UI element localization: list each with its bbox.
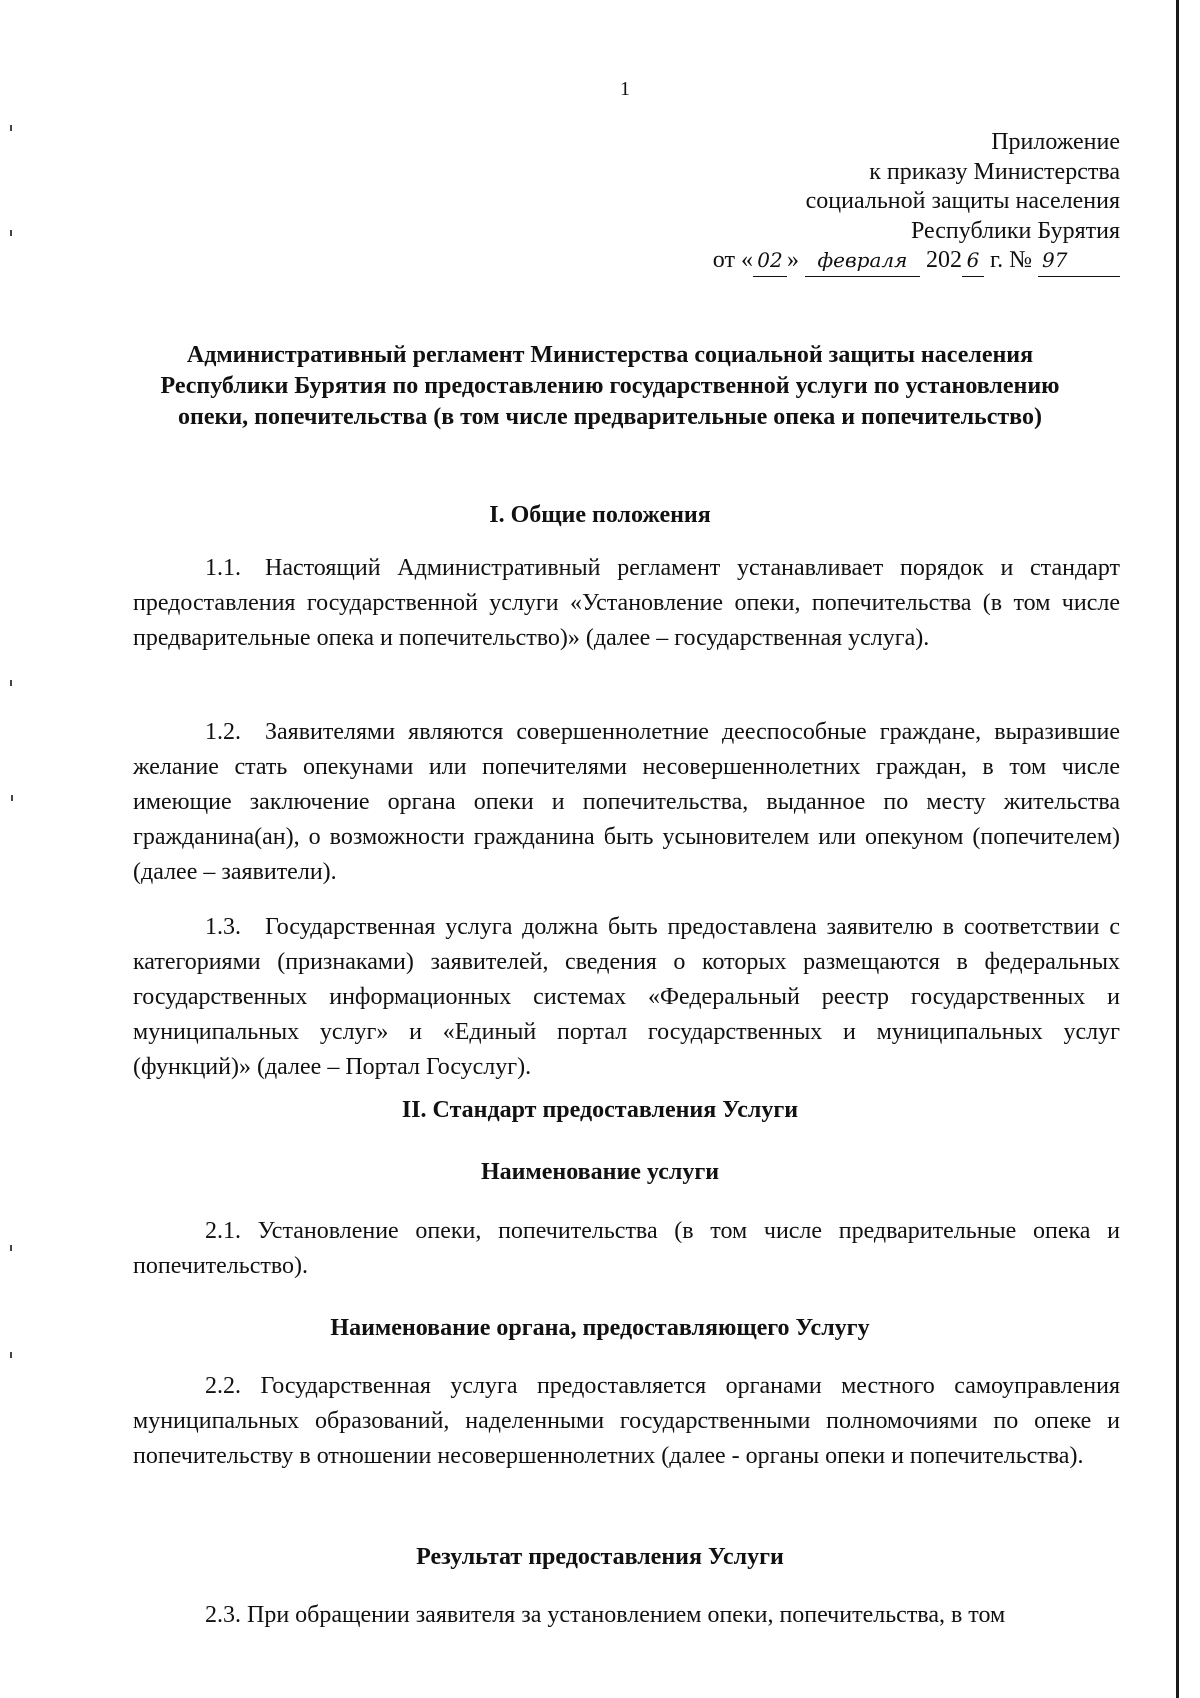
section-2-heading: II. Стандарт предоставления Услуги <box>401 1097 799 1123</box>
year-suffix: г. № <box>983 247 1032 273</box>
subheading-service-name: Наименование услуги <box>480 1159 720 1185</box>
subheading-service-result: Результат предоставления Услуги <box>416 1544 784 1570</box>
date-quote-close: » <box>786 247 799 273</box>
annex-order-line: к приказу Министерства <box>869 158 1120 185</box>
annex-block <box>600 128 1120 277</box>
handwritten-day: 02 <box>753 246 787 277</box>
date-prefix: от « <box>712 247 753 273</box>
year-prefix: 202 <box>925 247 962 273</box>
scan-speck <box>11 795 13 801</box>
annex-republic-line: Республики Бурятия <box>911 217 1120 244</box>
scan-speck <box>10 680 12 686</box>
scan-speck <box>10 125 12 131</box>
paragraph-text: Государственная услуга должна быть предоставлена заявителю в соответствии с категориями (признаками) заявителей, сведения о которых размещаются в федеральных государственных информационных системах «Федеральный реестр государственных и муниципальных услуг» и «Единый портал государственных и муниципальных услуг (функций)» (далее – Портал Госуслуг). <box>133 914 1120 1080</box>
annex-date-line <box>600 246 1120 277</box>
scan-speck <box>10 230 12 236</box>
paragraph-number: 1.2. <box>205 719 241 745</box>
paragraph-number: 1.1. <box>205 555 241 581</box>
document-title: Административный регламент Министерства социальной защиты населения Республики Бурятия по предоставлению государственной услуги по установлению опеки, попечительства (в том числе предварительные опека и попечительство) <box>160 342 1060 430</box>
paragraph-2-3: 2.3. При обращении заявителя за установлением опеки, попечительства, в том <box>205 1602 1006 1628</box>
paragraph-2-2: 2.2. Государственная услуга предоставляется органами местного самоуправления муниципальных образований, наделенными государственными полномочиями по опеке и попечительству в отношении несовершеннолетних (далее - органы опеки и попечительства). <box>133 1373 1120 1469</box>
scan-speck <box>10 1352 12 1358</box>
paragraph-2-1: 2.1. Установление опеки, попечительства (в том числе предварительные опека и попечительство). <box>133 1218 1120 1279</box>
annex-ministry-line: социальной защиты населения <box>805 188 1120 214</box>
page-number: 1 <box>620 78 630 100</box>
paragraph-1-3 <box>133 910 1120 1085</box>
paragraph-1-2 <box>133 715 1120 890</box>
paragraph-text: Заявителями являются совершеннолетние дееспособные граждане, выразившие желание стать опекунами или попечителями несовершеннолетних граждан, в том числе имеющие заключение органа опеки и попечительства, выданное по месту жительства гражданина(ан), о возможности гражданина быть усыновителем или опекуном (попечителем) (далее – заявители). <box>133 719 1120 885</box>
handwritten-order-number: 97 <box>1038 246 1120 277</box>
paragraph-number: 1.3. <box>205 914 241 940</box>
subheading-providing-body: Наименование органа, предоставляющего Услугу <box>330 1315 870 1341</box>
handwritten-month: февраля <box>805 246 920 277</box>
annex-title: Приложение <box>991 129 1120 155</box>
scan-edge-line <box>1176 0 1179 1698</box>
section-1-heading: I. Общие положения <box>489 502 711 528</box>
paragraph-1-1 <box>133 551 1120 656</box>
scan-speck <box>10 1245 12 1251</box>
handwritten-year-digit: 6 <box>962 246 984 277</box>
paragraph-text: Настоящий Административный регламент устанавливает порядок и стандарт предоставления государственной услуги «Установление опеки, попечительства (в том числе предварительные опека и попечительство)» (далее – государственная услуга). <box>133 555 1120 651</box>
